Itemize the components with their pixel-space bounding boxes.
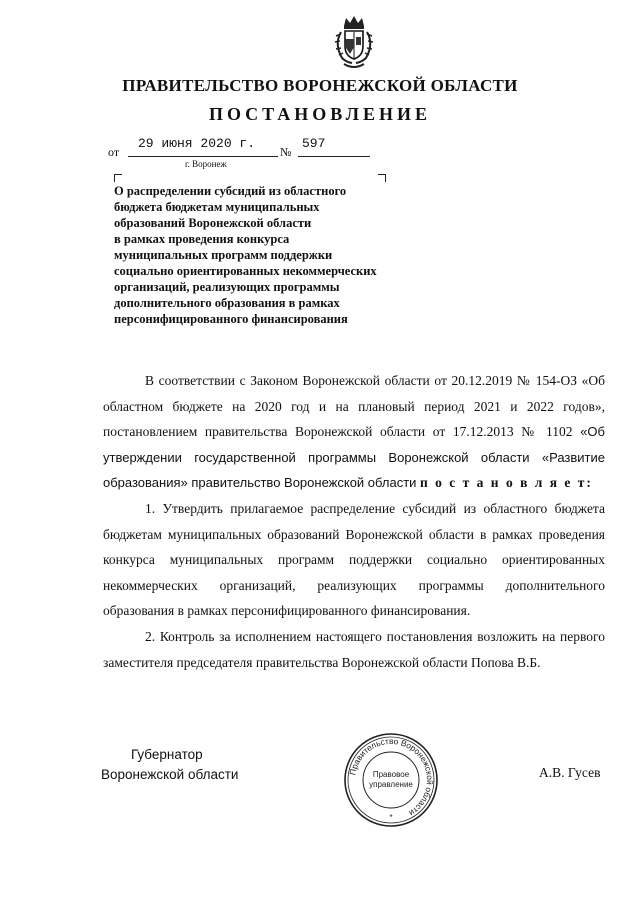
subject-line: в рамках проведения конкурса (114, 232, 290, 246)
signatory-title-line: Воронежской области (101, 767, 239, 782)
subject-line: персонифицированного финансирования (114, 312, 348, 326)
document-body (103, 368, 605, 675)
preamble-program-text: «Об утверждении государственной программы Воронежской области «Развитие образования» правительство Воронежской области (103, 424, 605, 491)
registration-line (108, 136, 368, 158)
subject-corner-left (114, 174, 122, 182)
clause-paragraph: 1. Утвердить прилагаемое распределение субсидий из областного бюджета бюджетам муниципальных образований Воронежской области в рамках проведения конкурса муниципальных программ поддержки социально ориентированных некоммерческих организаций, реализующих программы дополнительного образования в рамках персонифицированного финансирования. (103, 500, 605, 619)
document-number: 597 (302, 136, 326, 151)
subject-line: муниципальных программ поддержки (114, 248, 333, 262)
stamp-star: * (389, 813, 393, 822)
coat-of-arms-icon (330, 12, 378, 72)
number-underline (298, 156, 370, 157)
subject-line: социально ориентированных некоммерческих (114, 264, 377, 278)
signer-name: А.В. Гусев (539, 765, 601, 780)
document-type: ПОСТАНОВЛЕНИЕ (208, 104, 432, 124)
document-subject (114, 183, 434, 327)
subject-line: организаций, реализующих программы (114, 280, 340, 294)
stamp-ring-text: Правительство Воронежской области (347, 735, 436, 819)
stamp-center-text: управление (369, 780, 413, 789)
document-date: 29 июня 2020 г. (138, 136, 256, 151)
preamble-paragraph (103, 368, 605, 496)
date-prefix: от (108, 145, 120, 159)
subject-line: дополнительного образования в рамках (114, 296, 340, 310)
stamp-center-text: Правовое (372, 770, 410, 779)
subject-line: бюджета бюджетам муниципальных (114, 200, 320, 214)
signatory-title-line: Губернатор (131, 747, 203, 762)
subject-corner-right (378, 174, 386, 182)
subject-line: О распределении субсидий из областного (114, 184, 347, 198)
city-label: г. Воронеж (185, 159, 227, 169)
number-sign: № (280, 145, 292, 159)
clause-paragraph: 2. Контроль за исполнением настоящего постановления возложить на первого заместителя председателя правительства Воронежской области Попова В.Б. (103, 628, 605, 670)
decree-word: п о с т а н о в л я е т: (420, 475, 593, 491)
legal-department-stamp (343, 732, 439, 828)
date-underline (128, 156, 278, 157)
signatory-title (101, 745, 238, 785)
subject-line: образований Воронежской области (114, 216, 312, 230)
preamble-text: В соответствии с Законом Воронежской области от 20.12.2019 № 154-ОЗ «Об областном бюджете на 2020 год и на плановый период 2021 и 2022 годов», постановлением правительства Воронежской области от 17.12.2013 № 1102 (103, 373, 605, 440)
org-title: ПРАВИТЕЛЬСТВО ВОРОНЕЖСКОЙ ОБЛАСТИ (122, 76, 518, 95)
